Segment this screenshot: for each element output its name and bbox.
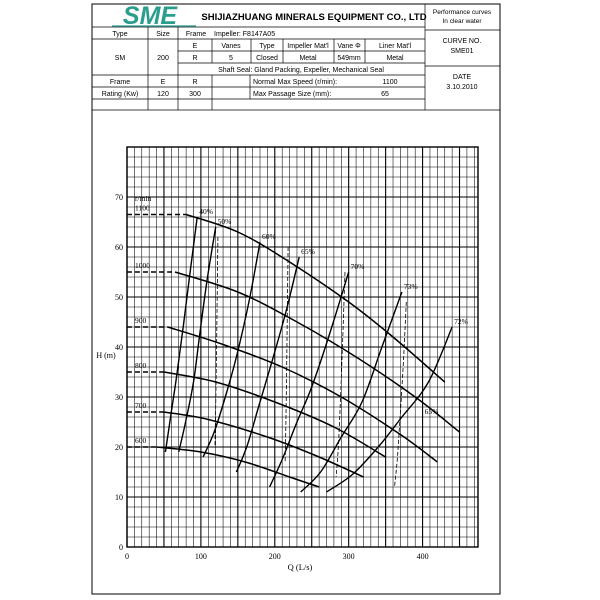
y-tick-label: 40 xyxy=(115,343,123,352)
curve-no-label: CURVE NO. xyxy=(442,38,482,45)
max-passage-label: Max Passage Size (mm): xyxy=(253,91,332,98)
normal-speed-value: 1100 xyxy=(382,79,398,86)
speed-curve-label: 600 xyxy=(135,436,147,445)
vanes-label: Vanes xyxy=(221,43,241,50)
date-value: 3.10.2010 xyxy=(446,84,478,91)
liner-material-label: Liner Mat'l xyxy=(378,43,412,50)
impeller-material-label: Impeller Mat'l xyxy=(287,43,329,50)
efficiency-label: 65% xyxy=(301,247,315,256)
liner-material-value: Metal xyxy=(386,55,404,62)
x-tick-label: 300 xyxy=(342,552,355,561)
frame-rating-label-2: Rating (Kw) xyxy=(101,91,139,98)
y-axis-label: H (m) xyxy=(96,351,116,360)
vanes-value: 5 xyxy=(229,55,233,62)
speed-curve-label: 1000 xyxy=(135,261,150,270)
y-tick-label: 60 xyxy=(115,243,123,252)
rating-e: E xyxy=(160,79,166,86)
speed-curve-label: 900 xyxy=(135,316,147,325)
frame-e: E xyxy=(192,43,198,50)
efficiency-label: 73% xyxy=(403,282,418,291)
x-axis-label: Q (L/s) xyxy=(287,562,313,572)
efficiency-label: 50% xyxy=(217,217,232,226)
efficiency-label: 60% xyxy=(262,232,276,241)
size-value: 200 xyxy=(157,55,169,62)
curve-no-value: SME01 xyxy=(450,48,474,55)
shaft-seal-label: Shaft Seal: Gland Packing, Expeller, Mechanical Seal xyxy=(218,67,384,74)
y-tick-label: 50 xyxy=(115,293,123,302)
y-tick-label: 30 xyxy=(115,393,123,402)
rating-r: R xyxy=(192,79,198,86)
normal-speed-label: Normal Max Speed (r/min): xyxy=(253,79,338,86)
date-label: DATE xyxy=(452,74,472,81)
vane-diameter-label: Vane Φ xyxy=(337,43,361,50)
x-tick-label: 200 xyxy=(268,552,281,561)
performance-note: Performance curves xyxy=(432,9,492,16)
impeller-label: Impeller: F8147A05 xyxy=(214,31,276,38)
x-tick-label: 0 xyxy=(125,552,129,561)
company-name: SHIJIAZHUANG MINERALS EQUIPMENT CO., LTD xyxy=(201,12,427,23)
efficiency-label: 72% xyxy=(454,317,468,326)
size-label: Size xyxy=(156,31,170,38)
efficiency-label: 65% xyxy=(424,407,439,416)
rating-e-value: 120 xyxy=(157,91,169,98)
efficiency-label: 40% xyxy=(199,207,213,216)
impeller-type-value: Closed xyxy=(256,55,278,62)
impeller-type-label: Type xyxy=(259,43,275,50)
frame-r: R xyxy=(192,55,198,62)
clear-water-note: In clear water xyxy=(442,18,482,25)
type-value: SM xyxy=(114,55,126,62)
frame-label: Frame xyxy=(185,31,207,38)
y-tick-label: 70 xyxy=(115,193,123,202)
max-passage-value: 65 xyxy=(381,91,389,98)
y-tick-label: 20 xyxy=(115,443,123,452)
impeller-material-value: Metal xyxy=(299,55,317,62)
vane-diameter-value: 549mm xyxy=(337,55,361,62)
speed-curve-label: 800 xyxy=(135,361,147,370)
y-tick-label: 10 xyxy=(115,493,123,502)
efficiency-label: 70% xyxy=(350,262,365,271)
speed-curve-label: 700 xyxy=(135,401,147,410)
rating-r-value: 300 xyxy=(189,91,201,98)
x-tick-label: 100 xyxy=(194,552,207,561)
speed-curve-label: 1100 xyxy=(135,203,150,213)
type-label: Type xyxy=(112,31,128,38)
y-tick-label: 0 xyxy=(119,543,123,552)
frame-rating-label-1: Frame xyxy=(109,79,131,86)
speed-unit-label: r/min xyxy=(135,194,152,203)
x-tick-label: 400 xyxy=(416,552,429,561)
logo-text: SME xyxy=(122,2,178,30)
